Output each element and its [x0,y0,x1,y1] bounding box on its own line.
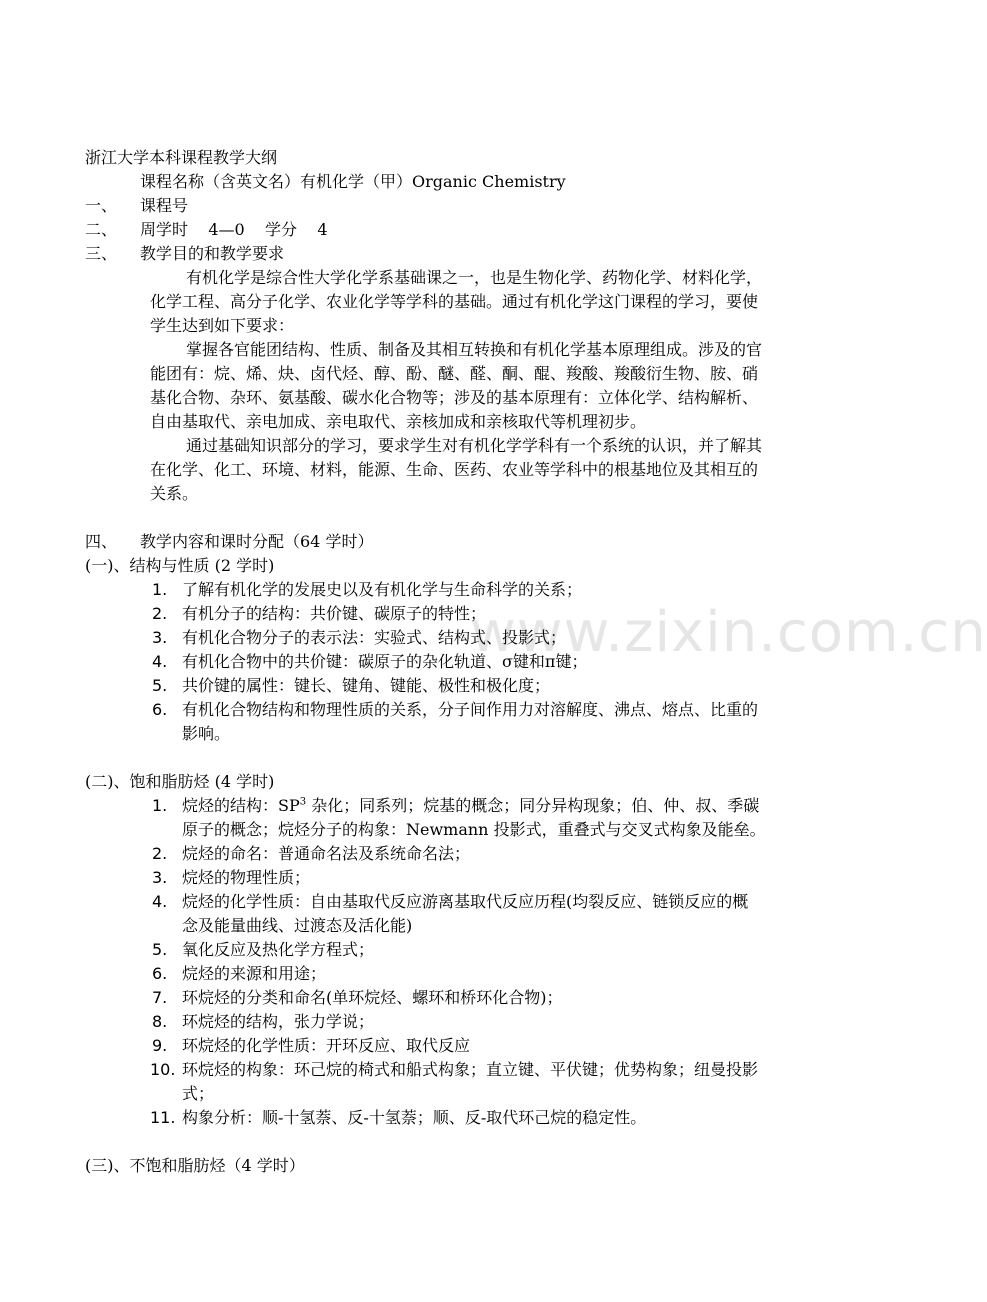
chapter-2-title: (二)、饱和脂肪烃 (4 学时) [85,772,275,791]
list-number: 5. [152,940,168,959]
list-number: 6. [152,964,168,983]
watermark: www.zixin.com.cn [470,600,987,665]
list-item: 了解有机化学的发展史以及有机化学与生命科学的关系； [182,580,583,599]
list-number: 8. [152,1012,168,1031]
list-item: 环烷烃的构象：环己烷的椅式和船式构象；直立键、平伏键；优势构象；纽曼投影 [182,1060,759,1079]
list-item: 环烷烃的分类和命名(单环烷烃、螺环和桥环化合物)； [182,988,563,1007]
list-item: 环烷烃的化学性质：开环反应、取代反应 [182,1036,471,1055]
list-item-cont: 式； [182,1084,215,1103]
section-2-num: 二、 [85,220,118,239]
list-item [182,794,759,818]
section-4-text: 教学内容和课时分配（64 学时） [140,532,374,551]
para1-line: 有机化学是综合性大学化学系基础课之一，也是生物化学、药物化学、材料化学， [186,268,763,287]
list-item: 构象分析：顺-十氢萘、反-十氢萘；顺、反-取代环己烷的稳定性。 [182,1108,647,1127]
list-item-cont: 影响。 [182,724,231,743]
para2-line: 能团有：烷、烯、炔、卤代烃、醇、酚、醚、醛、酮、醌、羧酸、羧酸衍生物、胺、硝 [150,364,759,383]
list-item-part: 烷烃的结构：SP [182,796,300,815]
list-number: 1. [152,580,168,599]
list-item: 氧化反应及热化学方程式； [182,940,375,959]
list-number: 6. [152,700,168,719]
list-item: 有机化合物中的共价键：碳原子的杂化轨道、σ键和π键； [182,652,588,671]
list-number: 4. [152,652,168,671]
list-number: 4. [152,892,168,911]
list-number: 3. [152,628,168,647]
list-item: 烷烃的来源和用途； [182,964,327,983]
course-name: 课程名称（含英文名）有机化学（甲）Organic Chemistry [140,172,566,191]
para1-line: 化学工程、高分子化学、农业化学等学科的基础。通过有机化学这门课程的学习，要使 [150,292,759,311]
section-3-text: 教学目的和教学要求 [140,244,285,263]
list-item: 有机化合物分子的表示法：实验式、结构式、投影式； [182,628,567,647]
section-1-text: 课程号 [140,196,189,215]
list-item: 烷烃的物理性质； [182,868,311,887]
list-number: 1. [152,796,168,815]
para3-line: 关系。 [150,484,199,503]
list-item-part: 杂化；同系列；烷基的概念；同分异构现象；伯、仲、叔、季碳 [306,796,760,815]
list-item-cont: 原子的概念；烷烃分子的构象：Newmann 投影式，重叠式与交叉式构象及能垒。 [182,820,766,839]
list-item: 有机分子的结构：共价键、碳原子的特性； [182,604,487,623]
para2-line: 自由基取代、亲电加成、亲电取代、亲核加成和亲核取代等机理初步。 [150,412,647,431]
list-item: 有机化合物结构和物理性质的关系，分子间作用力对溶解度、沸点、熔点、比重的 [182,700,759,719]
list-item-cont: 念及能量曲线、过渡态及活化能) [182,916,413,935]
list-item: 烷烃的命名：普通命名法及系统命名法； [182,844,471,863]
list-number: 2. [152,604,168,623]
list-number: 3. [152,868,168,887]
list-item: 烷烃的化学性质：自由基取代反应游离基取代反应历程(均裂反应、链锁反应的概 [182,892,749,911]
list-item: 共价键的属性：键长、键角、键能、极性和极化度； [182,676,551,695]
section-4-num: 四、 [85,532,118,551]
superscript: 3 [299,796,307,808]
para3-line: 在化学、化工、环境、材料，能源、生命、医药、农业等学科中的根基地位及其相互的 [150,460,759,479]
list-number: 11. [150,1108,176,1127]
section-3-num: 三、 [85,244,118,263]
doc-title: 浙江大学本科课程教学大纲 [85,148,278,167]
chapter-3-title: (三)、不饱和脂肪烃（4 学时） [85,1156,305,1175]
para3-line: 通过基础知识部分的学习，要求学生对有机化学学科有一个系统的认识，并了解其 [186,436,763,455]
list-item: 环烷烃的结构，张力学说； [182,1012,375,1031]
para1-line: 学生达到如下要求： [150,316,295,335]
section-2-text: 周学时 4—0 学分 4 [140,220,328,239]
list-number: 7. [152,988,168,1007]
para2-line: 掌握各官能团结构、性质、制备及其相互转换和有机化学基本原理组成。涉及的官 [186,340,763,359]
chapter-1-title: (一)、结构与性质 (2 学时) [85,556,275,575]
section-1-num: 一、 [85,196,118,215]
list-number: 5. [152,676,168,695]
para2-line: 基化合物、杂环、氨基酸、碳水化合物等；涉及的基本原理有：立体化学、结构解析、 [150,388,759,407]
list-number: 10. [150,1060,176,1079]
list-number: 2. [152,844,168,863]
list-number: 9. [152,1036,168,1055]
